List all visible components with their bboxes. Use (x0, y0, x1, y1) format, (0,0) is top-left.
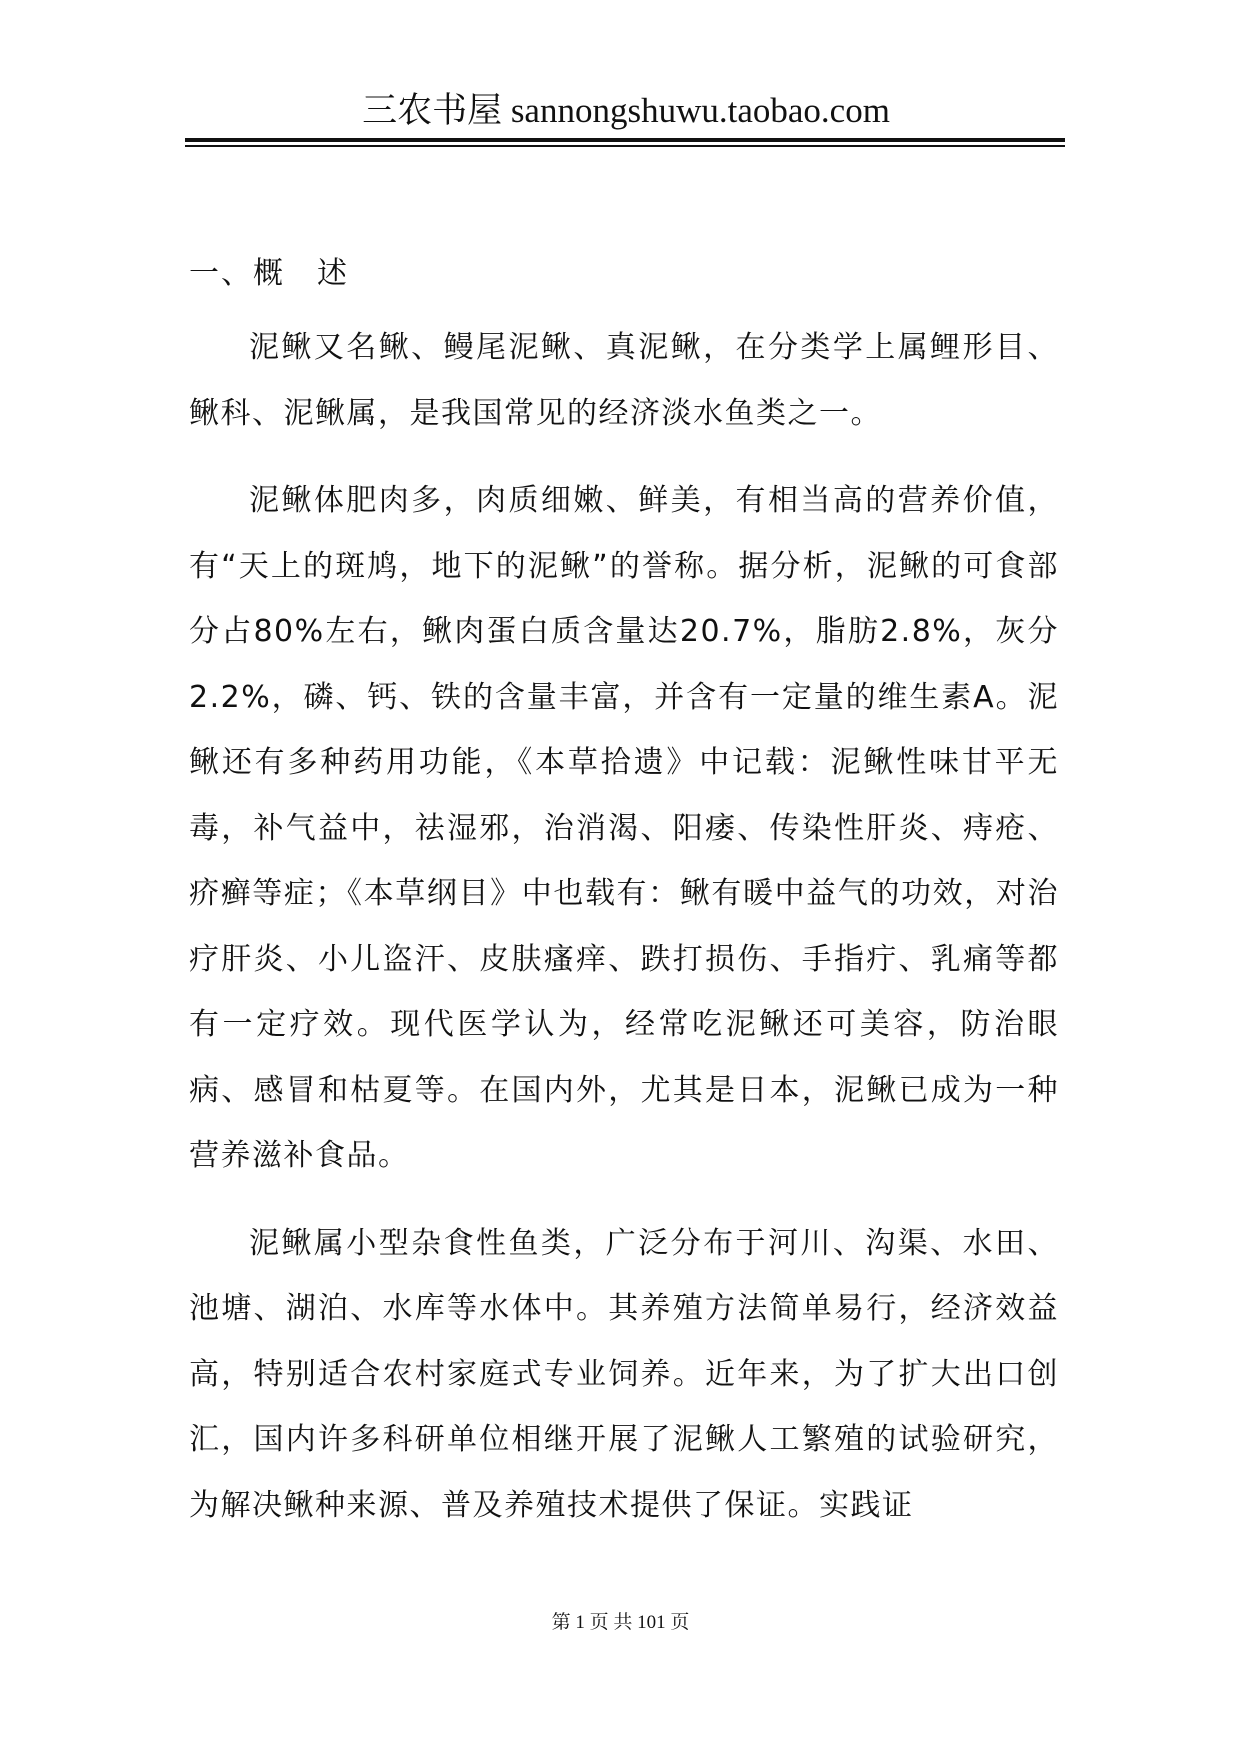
header-rule-thick (185, 138, 1065, 142)
header-rule-thin (185, 145, 1065, 147)
page-header: 三农书屋 sannongshuwu.taobao.com (362, 91, 890, 130)
paragraph-distribution: 泥鳅属小型杂食性鱼类，广泛分布于河川、沟渠、水田、池塘、湖泊、水库等水体中。其养殖方法简单易行，经济效益高，特别适合农村家庭式专业饲养。近年来，为了扩大出口创汇，国内许多科研单位相继开展了泥鳅人工繁殖的试验研究，为解决鳅种来源、普及养殖技术提供了保证。实践证 (189, 1225, 1059, 1523)
document-body (189, 253, 1059, 1560)
paragraph-overview: 泥鳅又名鳅、鳗尾泥鳅、真泥鳅，在分类学上属鲤形目、鳅科、泥鳅属，是我国常见的经济淡水鱼类之一。 (189, 330, 1059, 431)
page-number-footer: 第 1 页 共 101 页 (551, 1612, 690, 1633)
section-title: 一、概 述 (189, 256, 349, 291)
paragraph-nutrition: 泥鳅体肥肉多，肉质细嫩、鲜美，有相当高的营养价值，有“天上的斑鸠，地下的泥鳅”的誉称。据分析，泥鳅的可食部分占80%左右，鳅肉蛋白质含量达20.7%，脂肪2.8%，灰分2.2%，磷、钙、铁的含量丰富，并含有一定量的维生素A。泥鳅还有多种药用功能，《本草拾遗》中记载：泥鳅性味甘平无毒，补气益中，祛湿邪，治消渴、阳痿、传染性肝炎、痔疮、疥癣等症；《本草纲目》中也载有：鳅有暖中益气的功效，对治疗肝炎、小儿盗汗、皮肤瘙痒、跌打损伤、手指疔、乳痛等都有一定疗效。现代医学认为，经常吃泥鳅还可美容，防治眼病、感冒和枯夏等。在国内外，尤其是日本，泥鳅已成为一种营养滋补食品。 (189, 483, 1059, 1173)
